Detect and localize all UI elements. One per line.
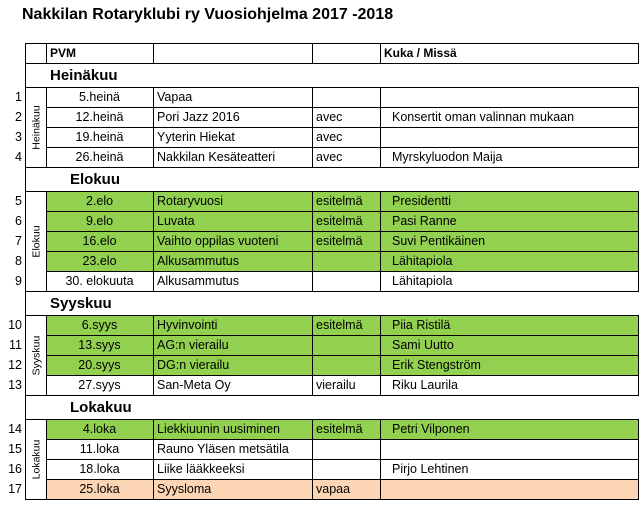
date-cell: 25.loka	[46, 479, 153, 499]
type-cell	[312, 251, 380, 271]
event-cell: Alkusammutus	[157, 273, 239, 288]
who-cell: Piia Ristilä	[380, 315, 638, 335]
row-number: 17	[8, 481, 22, 496]
grid-line	[153, 419, 154, 500]
header-event	[153, 43, 312, 63]
row-number: 14	[8, 421, 22, 436]
header-who: Kuka / Missä	[384, 46, 457, 60]
grid-line	[638, 419, 639, 500]
event-cell: San-Meta Oy	[157, 377, 231, 392]
grid-line	[153, 315, 154, 396]
who-cell	[380, 127, 638, 147]
month-side-label: Syyskuu	[29, 335, 42, 375]
row-number: 1	[15, 89, 22, 104]
event-cell: Vaihto oppilas vuoteni	[153, 231, 312, 251]
grid-line	[46, 231, 639, 232]
grid-line	[46, 315, 639, 316]
date-cell: 19.heinä	[75, 129, 124, 144]
type-cell: esitelmä	[312, 419, 380, 439]
date-cell: 26.heinä	[75, 149, 124, 164]
date-cell: 27.syys	[78, 377, 121, 392]
grid-line	[46, 127, 639, 128]
grid-line	[46, 479, 639, 480]
event-cell: Rotaryvuosi	[153, 191, 312, 211]
type-cell: esitelmä	[312, 231, 380, 251]
date-cell: 11.loka	[79, 441, 120, 456]
type-cell	[312, 271, 380, 291]
row-number: 3	[15, 129, 22, 144]
who-cell: Suvi Pentikäinen	[380, 231, 638, 251]
type-cell: vapaa	[312, 479, 380, 499]
date-cell: 30. elokuuta	[65, 273, 134, 288]
grid-line	[25, 63, 26, 88]
grid-line	[312, 43, 313, 64]
event-cell: Luvata	[153, 211, 312, 231]
grid-line	[153, 191, 154, 292]
page-title: Nakkilan Rotaryklubi ry Vuosiohjelma 2017 -2018	[22, 6, 394, 23]
event-cell: Nakkilan Kesäteatteri	[157, 149, 276, 164]
grid-line	[380, 315, 381, 396]
grid-line	[638, 87, 639, 168]
event-cell: DG:n vierailu	[153, 355, 312, 375]
grid-line	[46, 191, 639, 192]
grid-line	[638, 191, 639, 292]
event-cell: Pori Jazz 2016	[157, 109, 240, 124]
grid-line	[46, 375, 639, 376]
grid-line	[46, 87, 639, 88]
who-cell	[380, 479, 638, 499]
grid-line	[312, 87, 313, 168]
month-heading: Syyskuu	[50, 294, 112, 312]
grid-line	[380, 191, 381, 292]
header-date: PVM	[50, 46, 77, 60]
type-cell: esitelmä	[312, 191, 380, 211]
date-cell: 12.heinä	[75, 109, 124, 124]
row-number: 5	[15, 193, 22, 208]
who-cell: Myrskyluodon Maija	[392, 149, 503, 164]
who-cell: Konsertit oman valinnan mukaan	[392, 109, 575, 124]
month-heading: Elokuu	[70, 170, 121, 188]
who-cell: Pasi Ranne	[380, 211, 638, 231]
date-cell: 18.loka	[79, 461, 120, 476]
grid-line	[380, 87, 381, 168]
grid-line	[46, 355, 639, 356]
date-cell: 16.elo	[46, 231, 153, 251]
row-number: 8	[15, 253, 22, 268]
date-cell: 4.loka	[46, 419, 153, 439]
grid-line	[46, 335, 639, 336]
row-number: 6	[15, 213, 22, 228]
date-cell: 13.syys	[46, 335, 153, 355]
month-heading: Heinäkuu	[50, 66, 118, 84]
event-cell: Hyvinvointi	[153, 315, 312, 335]
row-number: 7	[15, 233, 22, 248]
grid-line	[153, 43, 154, 64]
event-cell: Vapaa	[157, 89, 193, 104]
type-cell: vierailu	[316, 377, 356, 392]
grid-line	[153, 87, 154, 168]
grid-line	[46, 147, 639, 148]
type-cell: esitelmä	[312, 315, 380, 335]
type-cell: avec	[316, 109, 343, 124]
row-number: 10	[8, 317, 22, 332]
type-cell: avec	[316, 129, 343, 144]
date-cell: 6.syys	[46, 315, 153, 335]
event-cell: Liike lääkkeeksi	[157, 461, 245, 476]
header-type	[312, 43, 380, 63]
row-number: 2	[15, 109, 22, 124]
month-side-label: Lokakuu	[29, 439, 42, 479]
type-cell	[312, 439, 380, 459]
type-cell	[312, 87, 380, 107]
grid-line	[312, 419, 313, 500]
grid-line	[638, 43, 639, 64]
date-cell: 5.heinä	[78, 89, 120, 104]
grid-line	[46, 271, 639, 272]
who-cell: Lähitapiola	[380, 251, 638, 271]
who-cell: Sami Uutto	[380, 335, 638, 355]
grid-line	[46, 107, 639, 108]
grid-line	[312, 315, 313, 396]
row-number: 16	[8, 461, 22, 476]
month-side-label: Heinäkuu	[29, 104, 42, 150]
row-number: 12	[8, 357, 22, 372]
date-cell: 20.syys	[46, 355, 153, 375]
grid-line	[46, 251, 639, 252]
grid-line	[638, 315, 639, 396]
grid-line	[46, 459, 639, 460]
month-side-label: Elokuu	[29, 224, 42, 258]
grid-line	[25, 291, 26, 316]
type-cell: esitelmä	[312, 211, 380, 231]
grid-line	[380, 419, 381, 500]
month-heading: Lokakuu	[70, 398, 132, 416]
grid-line	[25, 395, 26, 420]
grid-line	[25, 43, 639, 44]
event-cell: Yyterin Hiekat	[157, 129, 235, 144]
event-cell: Alkusammutus	[153, 251, 312, 271]
who-cell: Petri Vilponen	[380, 419, 638, 439]
who-cell: Presidentti	[380, 191, 638, 211]
who-cell: Lähitapiola	[392, 273, 453, 288]
type-cell: avec	[316, 149, 343, 164]
row-number: 4	[15, 149, 22, 164]
date-cell: 23.elo	[46, 251, 153, 271]
grid-line	[46, 439, 639, 440]
who-cell: Riku Laurila	[392, 377, 459, 392]
who-cell: Erik Stengström	[380, 355, 638, 375]
event-cell: Rauno Yläsen metsätila	[157, 441, 289, 456]
type-cell	[312, 459, 380, 479]
event-cell: Syysloma	[153, 479, 312, 499]
row-number: 9	[15, 273, 22, 288]
event-cell: Liekkiuunin uusiminen	[153, 419, 312, 439]
who-cell: Pirjo Lehtinen	[392, 461, 469, 476]
grid-line	[25, 43, 26, 64]
row-number: 11	[9, 337, 22, 352]
who-cell	[380, 87, 638, 107]
grid-line	[380, 43, 381, 64]
date-cell: 2.elo	[46, 191, 153, 211]
grid-line	[46, 43, 47, 64]
grid-line	[46, 419, 639, 420]
grid-line	[312, 191, 313, 292]
event-cell: AG:n vierailu	[153, 335, 312, 355]
grid-line	[25, 499, 639, 500]
type-cell	[312, 355, 380, 375]
grid-line	[25, 167, 26, 192]
who-cell	[380, 439, 638, 459]
grid-line	[46, 211, 639, 212]
row-number: 13	[8, 377, 22, 392]
row-number: 15	[8, 441, 22, 456]
date-cell: 9.elo	[46, 211, 153, 231]
type-cell	[312, 335, 380, 355]
